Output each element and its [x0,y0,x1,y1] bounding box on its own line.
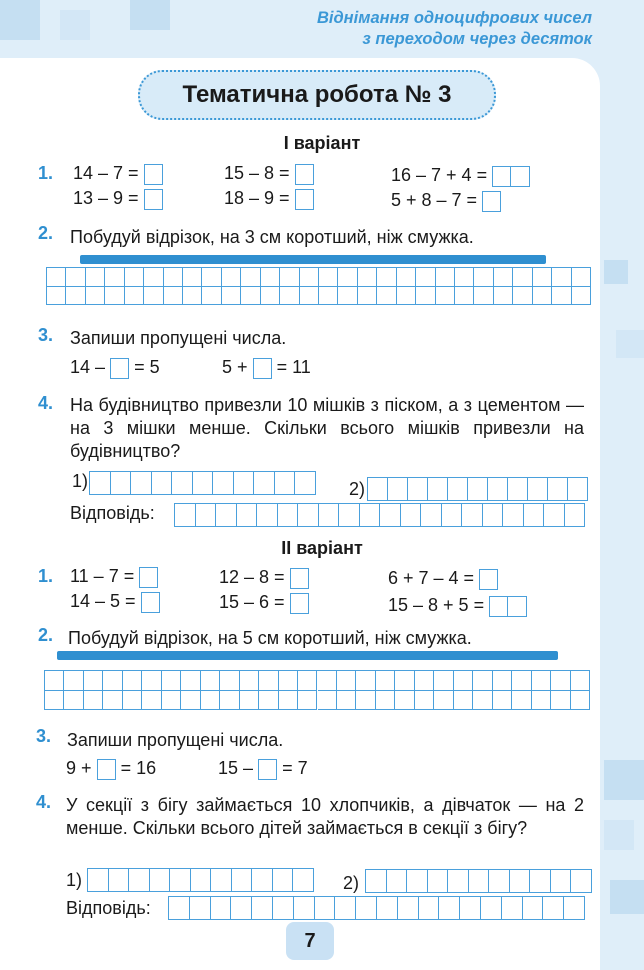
grid-cell[interactable] [220,671,239,691]
step-label: 1) [72,471,89,491]
answer-box[interactable] [110,358,129,379]
grid-cell[interactable] [183,287,202,306]
cell[interactable] [442,504,463,526]
grid-cell[interactable] [241,287,260,306]
task-number: 3. [36,726,52,746]
answer-box[interactable] [290,568,309,589]
answer-box[interactable] [97,759,116,780]
grid-cell[interactable] [474,287,493,306]
cell[interactable] [460,897,481,919]
cell[interactable] [571,870,592,892]
cell[interactable] [231,897,252,919]
task-number: 2. [38,625,54,645]
grid-cell[interactable] [494,287,513,306]
cell[interactable] [439,897,460,919]
expression: 5 + 8 – 7 = [391,190,501,212]
grid-cell[interactable] [434,691,453,711]
grid-cell[interactable] [164,268,183,287]
task-number: 4. [36,792,52,812]
cell[interactable] [257,504,278,526]
cell[interactable] [368,478,388,500]
cell[interactable] [234,472,255,494]
cell[interactable] [191,869,212,891]
grid-cell[interactable] [454,691,473,711]
grid-cell[interactable] [183,268,202,287]
cell[interactable] [564,897,585,919]
grid-cell[interactable] [551,691,570,711]
cell[interactable] [387,870,408,892]
grid-cell[interactable] [338,287,357,306]
grid-cell[interactable] [144,287,163,306]
grid-cell[interactable] [181,691,200,711]
drawing-grid[interactable] [46,267,591,305]
grid-cell[interactable] [395,671,414,691]
grid-cell[interactable] [512,671,531,691]
cell[interactable] [419,897,440,919]
grid-cell[interactable] [376,671,395,691]
cell[interactable] [339,504,360,526]
grid-cell[interactable] [493,691,512,711]
grid-cell[interactable] [45,691,64,711]
grid-cell[interactable] [222,268,241,287]
cell[interactable] [129,869,150,891]
grid-cell[interactable] [201,671,220,691]
grid-cell[interactable] [415,671,434,691]
grid-cell[interactable] [47,268,66,287]
cell[interactable] [421,504,442,526]
task-number: 3. [38,325,54,345]
grid-cell[interactable] [261,287,280,306]
answer-box[interactable] [492,166,511,187]
grid-cell[interactable] [142,671,161,691]
grid-cell[interactable] [434,671,453,691]
grid-cell[interactable] [280,287,299,306]
grid-cell[interactable] [436,268,455,287]
grid-cell[interactable] [533,287,552,306]
grid-cell[interactable] [494,268,513,287]
drawing-grid[interactable] [44,670,590,710]
cell[interactable] [448,478,468,500]
grid-cell[interactable] [377,268,396,287]
decor-square [604,820,634,850]
grid-cell[interactable] [300,268,319,287]
answer-box[interactable] [144,189,163,210]
answer-box[interactable] [511,166,530,187]
grid-cell[interactable] [436,287,455,306]
answer-box[interactable] [141,592,160,613]
cell[interactable] [388,478,408,500]
cell[interactable] [170,869,191,891]
grid-cell[interactable] [105,268,124,287]
grid-cell[interactable] [533,268,552,287]
grid-cell[interactable] [473,671,492,691]
grid-cell[interactable] [259,691,278,711]
expression: 11 – 7 = [70,566,158,588]
grid-cell[interactable] [474,268,493,287]
grid-cell[interactable] [356,671,375,691]
task-text: Запиши пропущені числа. [67,730,284,750]
cell[interactable] [169,897,190,919]
grid-cell[interactable] [454,671,473,691]
grid-cell[interactable] [202,268,221,287]
cell[interactable] [254,472,275,494]
cell[interactable] [275,472,296,494]
cell[interactable] [530,870,551,892]
cell[interactable] [315,897,336,919]
cell[interactable] [502,897,523,919]
grid-cell[interactable] [66,287,85,306]
answer-box[interactable] [508,596,527,617]
cell[interactable] [356,897,377,919]
task-text: У секції з бігу займається 10 хлопчиків, а дівчаток — на 2 менше. Скільки всього дітей займається в секції з бігу? [66,795,584,838]
grid-cell[interactable] [377,287,396,306]
variant-2-heading: ІІ варіант [281,538,363,558]
task-number: 1. [38,566,54,586]
answer-box[interactable] [482,191,501,212]
cell[interactable] [213,472,234,494]
reference-strip [80,255,546,264]
cell[interactable] [380,504,401,526]
grid-cell[interactable] [572,287,591,306]
decor-square [0,0,40,40]
cell[interactable] [483,504,504,526]
task-text: Побудуй відрізок, на 5 см коротший, ніж смужка. [68,628,472,648]
cell[interactable] [150,869,171,891]
expression: 14 – 7 = [73,163,163,185]
expression: 6 + 7 – 4 = [388,568,498,590]
grid-cell[interactable] [144,268,163,287]
cell[interactable] [90,472,111,494]
grid-cell[interactable] [337,671,356,691]
step-label: 2) [349,479,366,499]
cell[interactable] [398,897,419,919]
cell[interactable] [488,478,508,500]
grid-cell[interactable] [64,671,83,691]
cell[interactable] [293,869,314,891]
step-label: 2) [343,873,360,893]
grid-cell[interactable] [123,671,142,691]
answer-box[interactable] [258,759,277,780]
grid-cell[interactable] [280,268,299,287]
grid-cell[interactable] [397,268,416,287]
grid-cell[interactable] [473,691,492,711]
grid-cell[interactable] [279,691,298,711]
grid-cell[interactable] [318,691,337,711]
page-number: 7 [286,922,334,960]
cell[interactable] [175,504,196,526]
grid-cell[interactable] [279,671,298,691]
grid-cell[interactable] [123,691,142,711]
grid-cell[interactable] [416,268,435,287]
cell[interactable] [196,504,217,526]
reference-strip [57,651,558,660]
grid-cell[interactable] [103,691,122,711]
grid-cell[interactable] [552,268,571,287]
grid-cell[interactable] [298,671,317,691]
grid-cell[interactable] [337,691,356,711]
answer-label: Відповідь: [66,898,151,918]
grid-cell[interactable] [240,671,259,691]
expression: 9 + = 16 [66,758,157,778]
grid-cell[interactable] [64,691,83,711]
cell[interactable] [548,478,568,500]
cell[interactable] [252,869,273,891]
cell[interactable] [543,897,564,919]
expression: 15 – 6 = [219,592,309,614]
section-header [317,8,592,50]
answer-box[interactable] [479,569,498,590]
decor-square [60,10,90,40]
answer-box[interactable] [295,189,314,210]
task-number: 1. [38,163,54,183]
expression: 15 – 8 = [224,163,314,185]
grid-cell[interactable] [202,287,221,306]
solution-cells[interactable] [365,869,592,893]
cell[interactable] [428,478,448,500]
answer-box[interactable] [489,596,508,617]
cell[interactable] [211,897,232,919]
answer-box[interactable] [253,358,272,379]
grid-cell[interactable] [532,671,551,691]
page-title: Тематична робота № 3 [182,81,452,108]
grid-cell[interactable] [513,287,532,306]
cell[interactable] [503,504,524,526]
expression: 15 – 8 + 5 = [388,595,527,617]
solution-cells[interactable] [367,477,588,501]
cell[interactable] [252,897,273,919]
cell[interactable] [408,478,428,500]
decor-square [604,260,628,284]
task-text: Запиши пропущені числа. [70,328,287,348]
decor-square [616,330,644,358]
grid-cell[interactable] [84,691,103,711]
grid-cell[interactable] [395,691,414,711]
grid-cell[interactable] [241,268,260,287]
grid-cell[interactable] [416,287,435,306]
grid-cell[interactable] [397,287,416,306]
cell[interactable] [469,870,490,892]
grid-cell[interactable] [513,268,532,287]
grid-cell[interactable] [142,691,161,711]
expression: 13 – 9 = [73,188,163,210]
grid-cell[interactable] [222,287,241,306]
grid-cell[interactable] [338,268,357,287]
task-number: 4. [38,393,54,413]
grid-cell[interactable] [86,268,105,287]
grid-cell[interactable] [318,671,337,691]
grid-cell[interactable] [66,268,85,287]
cell[interactable] [193,472,214,494]
cell[interactable] [448,870,469,892]
grid-cell[interactable] [358,268,377,287]
grid-cell[interactable] [103,671,122,691]
grid-cell[interactable] [300,287,319,306]
cell[interactable] [524,504,545,526]
cell[interactable] [273,869,294,891]
cell[interactable] [211,869,232,891]
cell[interactable] [401,504,422,526]
cell[interactable] [481,897,502,919]
grid-cell[interactable] [86,287,105,306]
cell[interactable] [109,869,130,891]
decor-square [610,880,644,914]
cell[interactable] [294,897,315,919]
grid-cell[interactable] [572,268,591,287]
header-line-2: з переходом через десяток [362,30,592,48]
expression: 16 – 7 + 4 = [391,165,530,187]
grid-cell[interactable] [415,691,434,711]
grid-cell[interactable] [455,268,474,287]
grid-cell[interactable] [455,287,474,306]
expression: 14 – = 5 [70,357,160,377]
task-number: 2. [38,223,54,243]
step-label: 1) [66,870,83,890]
cell[interactable] [428,870,449,892]
cell[interactable] [407,870,428,892]
answer-box[interactable] [139,567,158,588]
grid-cell[interactable] [84,671,103,691]
task-text: Побудуй відрізок, на 3 см коротший, ніж смужка. [70,227,474,247]
cell[interactable] [278,504,299,526]
grid-cell[interactable] [164,287,183,306]
cell[interactable] [489,870,510,892]
cell[interactable] [88,869,109,891]
grid-cell[interactable] [125,268,144,287]
cell[interactable] [152,472,173,494]
cell[interactable] [360,504,381,526]
answer-box[interactable] [144,164,163,185]
expression: 5 + = 11 [222,357,311,377]
solution-cells[interactable] [87,868,314,892]
grid-cell[interactable] [125,287,144,306]
cell[interactable] [523,897,544,919]
grid-cell[interactable] [376,691,395,711]
expression: 12 – 8 = [219,567,309,589]
grid-cell[interactable] [358,287,377,306]
cell[interactable] [111,472,132,494]
cell[interactable] [551,870,572,892]
grid-cell[interactable] [319,287,338,306]
cell[interactable] [377,897,398,919]
answer-cells[interactable] [174,503,585,527]
grid-cell[interactable] [512,691,531,711]
decor-square [130,0,170,30]
decor-square [604,760,644,800]
expression: 14 – 5 = [70,591,160,613]
cell[interactable] [544,504,565,526]
grid-cell[interactable] [356,691,375,711]
header-line-1: Віднімання одноцифрових чисел [316,9,592,27]
grid-cell[interactable] [319,268,338,287]
expression: 18 – 9 = [224,188,314,210]
cell[interactable] [468,478,488,500]
grid-cell[interactable] [162,671,181,691]
cell[interactable] [273,897,294,919]
solution-cells[interactable] [89,471,316,495]
cell[interactable] [131,472,152,494]
cell[interactable] [319,504,340,526]
grid-cell[interactable] [220,691,239,711]
grid-cell[interactable] [261,268,280,287]
cell[interactable] [565,504,586,526]
cell[interactable] [172,472,193,494]
grid-cell[interactable] [551,671,570,691]
grid-cell[interactable] [47,287,66,306]
cell[interactable] [295,472,316,494]
answer-label: Відповідь: [70,503,155,523]
grid-cell[interactable] [571,691,590,711]
cell[interactable] [237,504,258,526]
cell[interactable] [510,870,531,892]
grid-cell[interactable] [552,287,571,306]
variant-1-heading: І варіант [283,133,361,153]
cell[interactable] [216,504,237,526]
title-banner [138,70,496,120]
grid-cell[interactable] [45,671,64,691]
grid-cell[interactable] [298,691,317,711]
grid-cell[interactable] [181,671,200,691]
cell[interactable] [335,897,356,919]
task-text: На будівництво привезли 10 мішків з піском, а з цементом — на 3 мішки менше. Скільки всього мішків привезли на будівництво? [70,395,584,461]
answer-box[interactable] [295,164,314,185]
grid-cell[interactable] [493,671,512,691]
grid-cell[interactable] [571,671,590,691]
grid-cell[interactable] [259,671,278,691]
grid-cell[interactable] [532,691,551,711]
answer-box[interactable] [290,593,309,614]
grid-cell[interactable] [162,691,181,711]
cell[interactable] [298,504,319,526]
grid-cell[interactable] [240,691,259,711]
cell[interactable] [366,870,387,892]
cell[interactable] [462,504,483,526]
cell[interactable] [528,478,548,500]
answer-cells[interactable] [168,896,585,920]
expression: 15 – = 7 [218,758,308,778]
cell[interactable] [232,869,253,891]
grid-cell[interactable] [201,691,220,711]
cell[interactable] [568,478,588,500]
cell[interactable] [508,478,528,500]
grid-cell[interactable] [105,287,124,306]
cell[interactable] [190,897,211,919]
